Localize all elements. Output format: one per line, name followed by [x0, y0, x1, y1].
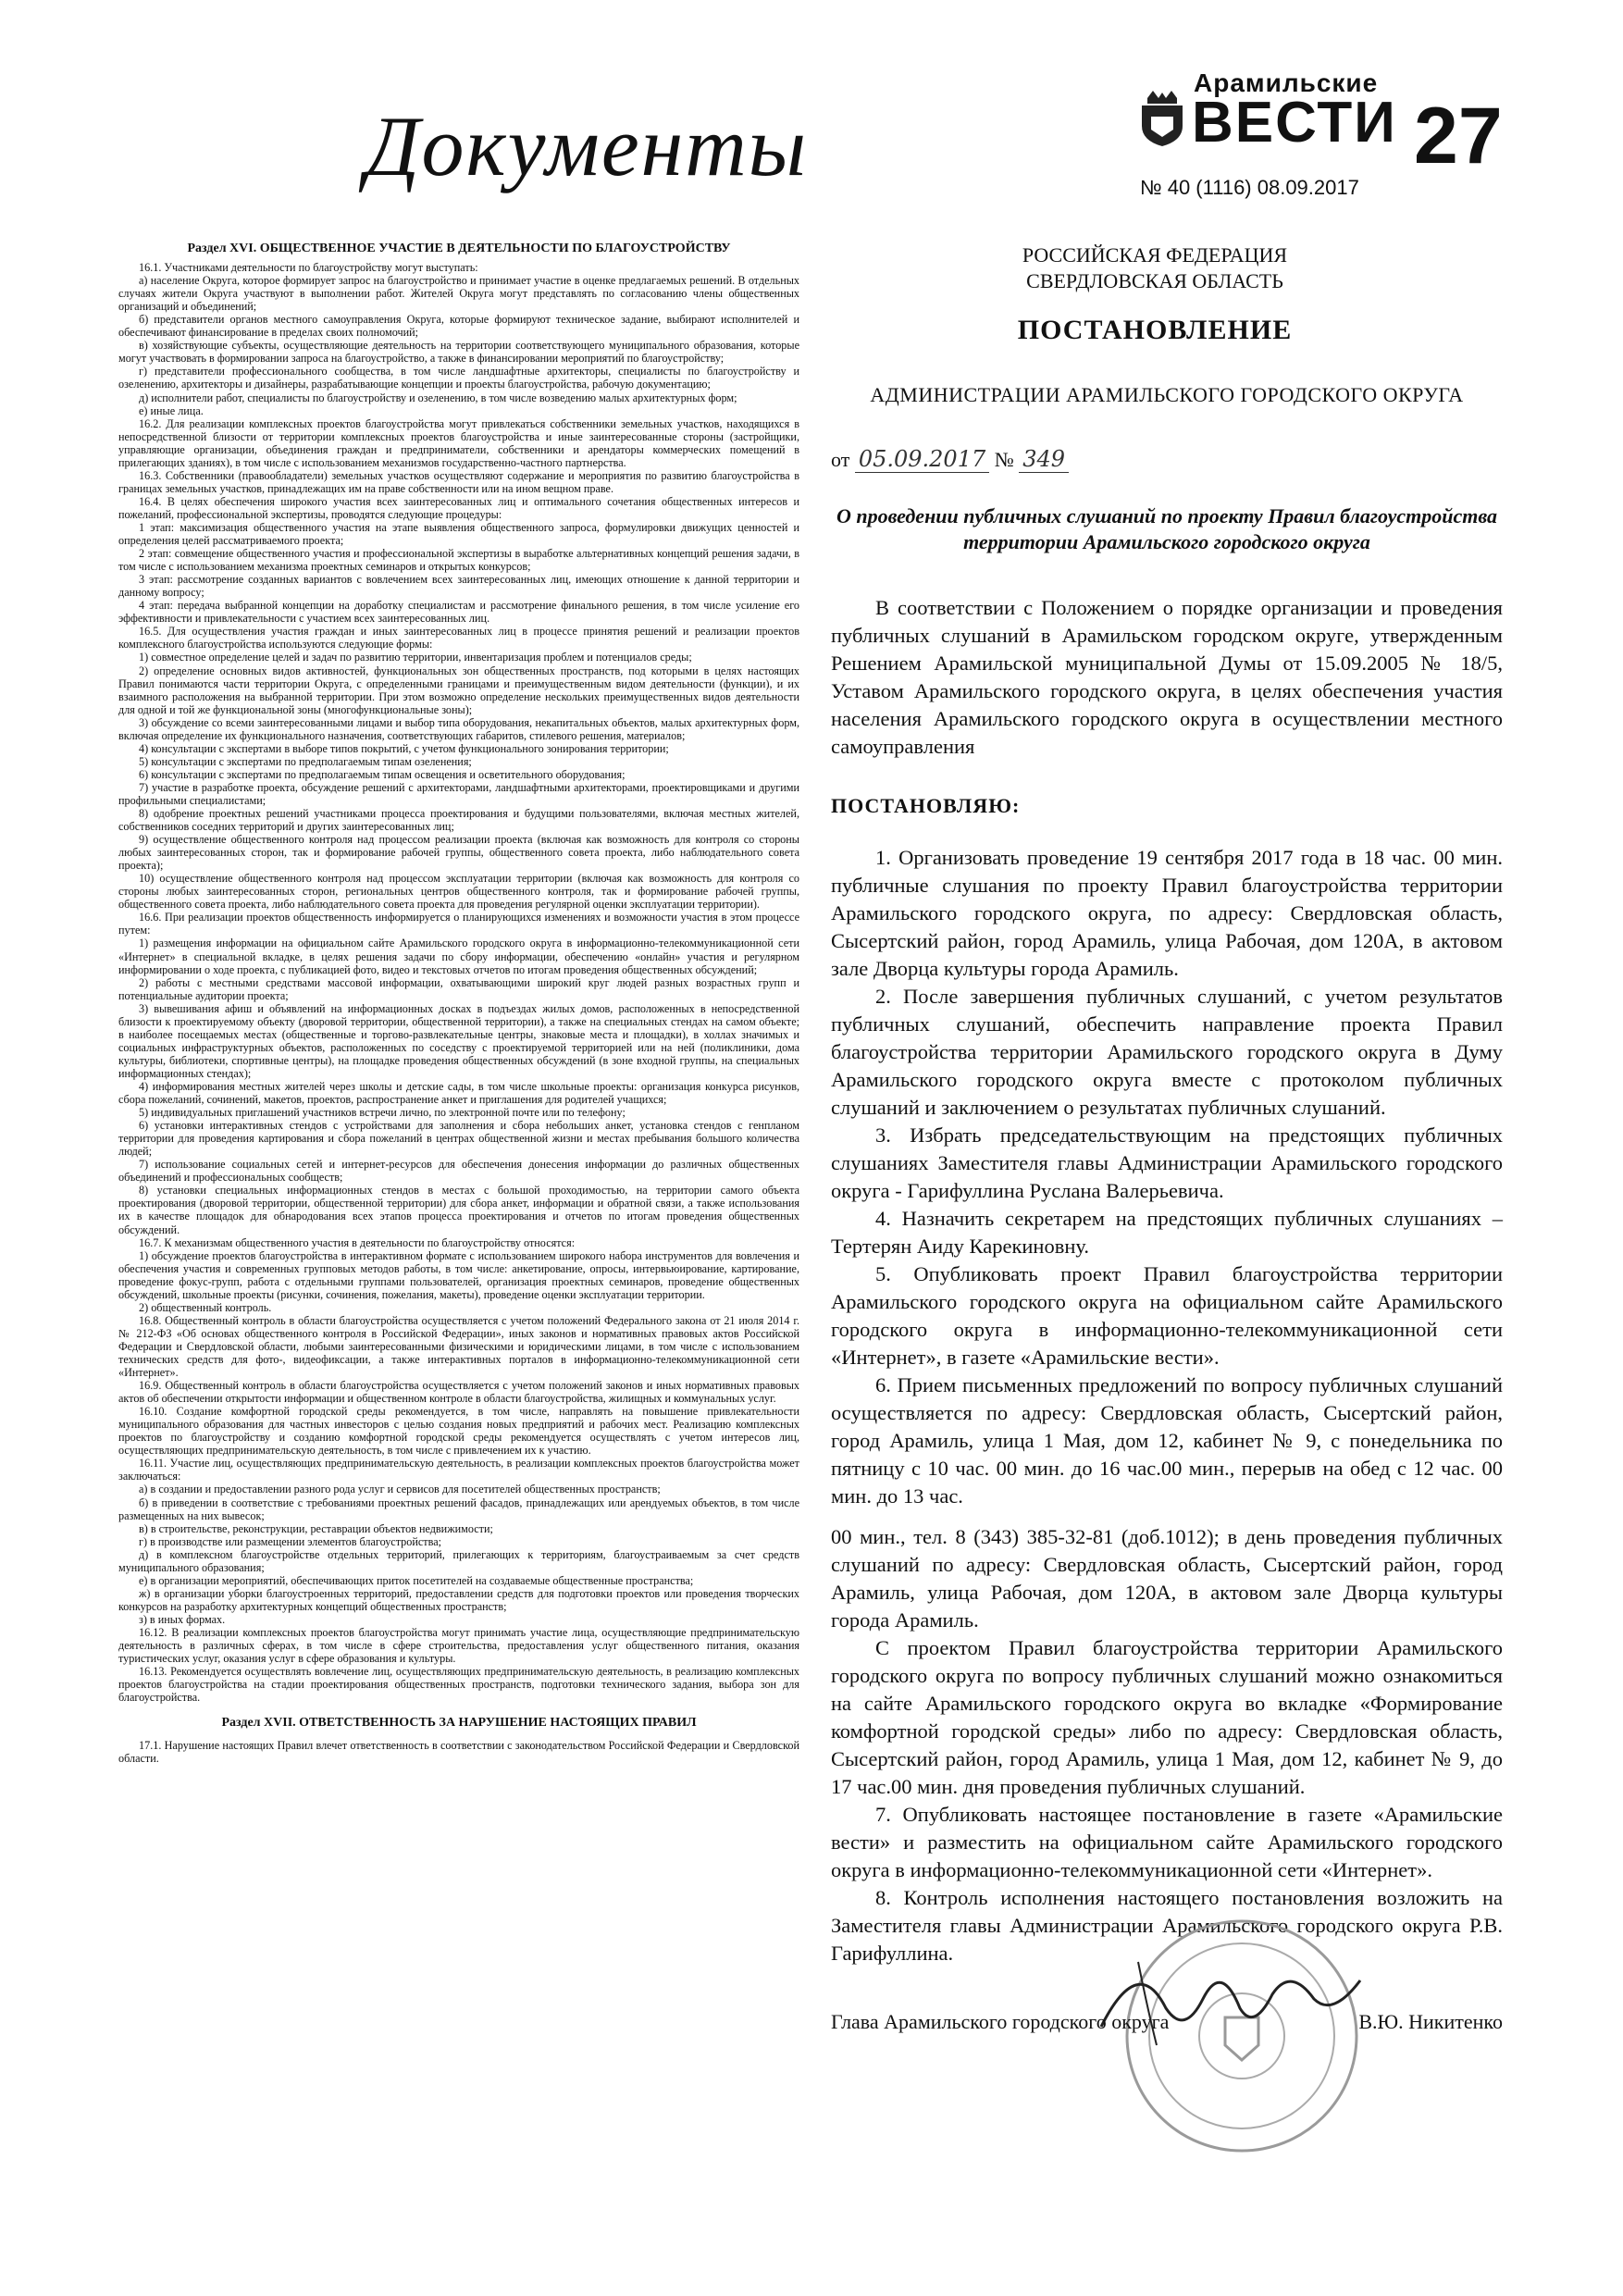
item-6-extra: С проектом Правил благоустройства территории Арамильского городского округа по вопросу публичных слушаний можно ознакомиться на сайте Арамильского городского округа во вкладке «Формирование комфортной городской среды» либо по адресу: Свердловская область, Сысертский район, город Арамиль, улица 1 Мая, дом 12, кабинет № 9, до 17 час.00 мин. дня проведения публичных слушаний.: [831, 1636, 1503, 1798]
item-6: 6. Прием письменных предложений по вопросу публичных слушаний осуществляется по адресу: Свердловская область, Сысертский район, город Арамиль, улица 1 Мая, дом 12, кабинет № 9, с понедельника по пятницу с 10 час. 00 мин. до 16 час.00 мин., перерыв на обед с 12 час. 00 мин. до 13 час.: [831, 1373, 1503, 1508]
country: РОССИЙСКАЯ ФЕДЕРАЦИЯ: [1022, 243, 1288, 267]
rules-paragraph: 7) использование социальных сетей и интернет-ресурсов для обеспечения донесения информации до различных общественных объединений и профессиональных сообществ;: [118, 1158, 799, 1185]
section-xvi-text: [118, 261, 799, 1704]
signer-name: В.Ю. Никитенко: [1358, 2010, 1503, 2033]
rules-paragraph: в) хозяйствующие субъекты, осуществляющие деятельность на территории соответствующего муниципального образования, которые могут участвовать в формировании запроса на благоустройство, а также в финансировании мероприятий по благоустройству;: [118, 339, 799, 366]
rules-paragraph: 16.12. В реализации комплексных проектов благоустройства могут принимать участие лица, осуществляющие предпринимательскую деятельность в различных сферах, в том числе в сфере строительства, предоставления услуг общественного питания, оказания туристических услуг, оказания услуг в сфере образования и культуры.: [118, 1625, 799, 1666]
rules-paragraph: 17.1. Нарушение настоящих Правил влечет ответственность в соответствии с законодательством Российской Федерации и Свердловской области.: [118, 1739, 799, 1766]
rules-paragraph: 7) участие в разработке проекта, обсуждение решений с архитекторами, ландшафтными архитекторами, проектировщиками и другими профильными специалистами;: [118, 780, 799, 807]
authority: АДМИНИСТРАЦИИ АРАМИЛЬСКОГО ГОРОДСКОГО ОКРУГА: [870, 383, 1464, 406]
item-7: 7. Опубликовать настоящее постановление в газете «Арамильские вести» и разместить на официальном сайте Арамильского городского округа в информационно-телекоммуникационной сети «Интернет».: [831, 1803, 1503, 1881]
rules-paragraph: 1) обсуждение проектов благоустройства в интерактивном формате с использованием широкого набора инструментов для вовлечения и обеспечения участия и современных групповых методов работы, в том числе: анкетирование, опросы, интервьюирование, картирование, проведение фокус-групп, работа с отдельными группами пользователей, организация проектных семинаров, проведение общественных обсуждений, школьные проекты (рисунки, сочинения, пожелания, макеты), проведение оценки эксплуатации территории.: [118, 1248, 799, 1301]
newspaper-logo: [1138, 61, 1397, 163]
item-1: 1. Организовать проведение 19 сентября 2017 года в 18 час. 00 мин. публичные слушания по проекту Правил благоустройства территории Арамильского городского округа, по адресу: Свердловская область, Сысертский район, город Арамиль, улица Рабочая, дом 120А, в актовом зале Дворца культуры города Арамиль.: [831, 846, 1503, 980]
item-3: 3. Избрать председательствующим на предстоящих публичных слушаниях Заместителя главы Администрации Арамильского городского округа - Гарифуллина Руслана Валерьевича.: [831, 1123, 1503, 1202]
rules-paragraph: ж) в организации уборки благоустроенных территорий, предоставлении средств для подготовки проектов или проведения творческих конкурсов на разработку архитектурных концепций общественных пространств;: [118, 1586, 799, 1613]
item-6-continued: 00 мин., тел. 8 (343) 385-32-81 (доб.1012); в день проведения публичных слушаний по адресу: Свердловская область, Сысертский район, город Арамиль, улица Рабочая, дом 120А, в актовом зале Дворца культуры города Арамиль.: [831, 1525, 1503, 1632]
rules-paragraph: 4) информирования местных жителей через школы и детские сады, в том числе школьные проекты: организация конкурса рисунков, сбора пожеланий, сочинений, макетов, проектов, распространение анкет и приглашения для родителей учащихся;: [118, 1080, 799, 1107]
rules-paragraph: 16.11. Участие лиц, осуществляющих предпринимательскую деятельность, в реализации комплексных проектов благоустройства может заключаться:: [118, 1457, 799, 1483]
rules-paragraph: а) в создании и предоставлении разного рода услуг и сервисов для посетителей общественных пространств;: [139, 1483, 661, 1496]
rules-paragraph: 4) консультации с экспертами в выборе типов покрытий, с учетом функционального зонирования территории;: [139, 741, 669, 755]
rules-paragraph: 2) определение основных видов активностей, функциональных зон общественных пространств, под которыми в целях настоящих Правил понимаются части территории Округа, с определенными границами и преимущественным видом деятельности (функции), и их взаимного расположения на выбранной территории. При этом возможно определение нескольких преимущественных видов деятельности для одной и той же функциональной зоны (многофункциональные зоны);: [118, 664, 799, 716]
rules-paragraph: г) в производстве или размещении элементов благоустройства;: [139, 1534, 442, 1548]
handwritten-number: 349: [1019, 446, 1069, 473]
signature: [1083, 1943, 1388, 2054]
decree: [831, 242, 1503, 1967]
section-xvii-text: [118, 1739, 799, 1765]
logo-main-text: ВЕСТИ: [1192, 91, 1397, 155]
rules-paragraph: 5) индивидуальных приглашений участников встречи лично, по электронной почте или по телефону;: [139, 1106, 626, 1120]
rules-paragraph: 16.6. При реализации проектов общественность информируется о планирующихся изменениях и возможности участия в этом процессе путем:: [118, 911, 799, 937]
rules-paragraph: 3 этап: рассмотрение созданных вариантов с вовлечением всех заинтересованных лиц, имеющих отношение к данной территории и данному вопросу;: [118, 573, 799, 600]
rules-paragraph: 6) консультации с экспертами по предполагаемым типам освещения и осветительного оборудования;: [139, 767, 626, 781]
rules-paragraph: 5) консультации с экспертами по предполагаемым типам озеленения;: [139, 754, 472, 768]
left-column: [118, 242, 799, 1765]
rules-paragraph: 1) совместное определение целей и задач по развитию территории, инвентаризация проблем и потенциалов среды;: [139, 651, 692, 664]
page-number: 27: [1414, 92, 1503, 180]
rules-paragraph: 3) вывешивания афиш и объявлений на информационных досках в подъездах жилых домов, расположенных в непосредственной близости к проектируемому объекту (дворовой территории, общественной территории), а также на специальных стендах на самом объекте; в наиболее посещаемых местах (общественные и торгово-развлекательные центры, знаковые места и площадки), в холлах значимых и социальных инфраструктурных объектов, расположенных по соседству с проектируемой территорией или на ней (поликлиники, дома культуры, библиотеки, спортивные центры), на площадке проведения общественных обсуждений (в зоне входной группы, на специальных информационных стендах);: [118, 1001, 799, 1080]
date-prefix: от: [831, 448, 850, 471]
rules-paragraph: 16.2. Для реализации комплексных проектов благоустройства могут привлекаться собственники земельных участков, находящихся в непосредственной близости от территории комплексных проектов благоустройства и иные заинтересованные стороны (застройщики, управляющие организации, объединения граждан и предприниматели, собственники и арендаторы коммерческих помещений в прилегающих зданиях), в том числе с использованием механизмов государственно-частного партнерства.: [118, 416, 799, 469]
rules-paragraph: 16.7. К механизмам общественного участия в деятельности по благоустройству относятся:: [139, 1235, 576, 1249]
rules-paragraph: д) в комплексном благоустройстве отдельных территорий, прилегающих к территориям, благоустраиваемым за счет средств муниципального образования;: [118, 1547, 799, 1574]
rules-paragraph: 16.10. Создание комфортной городской среды рекомендуется, в том числе, направлять на повышение привлекательности муниципального образования для частных инвесторов с целью создания новых предприятий и рабочих мест. Реализацию комплексных проектов по благоустройству и созданию комфортной городской среды рекомендуется осуществлять с учетом интересов лиц, осуществляющих предпринимательскую деятельность, в том числе с привлечением их к участию.: [118, 1405, 799, 1458]
issue-number: № 40 (1116) 08.09.2017: [1140, 176, 1359, 199]
item-5: 5. Опубликовать проект Правил благоустройства территории Арамильского городского округа на официальном сайте Арамильского городского округа в информационно-телекоммуникационной сети «Интернет», в газете «Арамильские вести».: [831, 1262, 1503, 1369]
rules-paragraph: е) в организации мероприятий, обеспечивающих приток посетителей на создаваемые общественные пространства;: [139, 1573, 694, 1587]
logo-top-text: Арамильские: [1194, 68, 1379, 97]
rules-paragraph: г) представители профессионального сообщества, в том числе ландшафтные архитекторы, специалисты по благоустройству и озеленению, архитекторы и дизайнеры, разрабатывающие концепции и проекты благоустройства, рабочую документацию;: [118, 365, 799, 391]
rules-paragraph: 3) обсуждение со всеми заинтересованными лицами и выбор типа оборудования, некапитальных объектов, малых архитектурных форм, включая определение их функционального назначения, соответствующих габаритов, стилевого решения, материалов;: [118, 715, 799, 742]
item-4: 4. Назначить секретарем на предстоящих публичных слушаниях – Тертерян Аиду Карекиновну.: [831, 1207, 1503, 1258]
rules-paragraph: 2) работы с местными средствами массовой информации, охватывающими широкий круг людей разных возрастных групп и потенциальные аудитории проекта;: [118, 975, 799, 1002]
rules-paragraph: е) иные лица.: [139, 403, 204, 417]
rules-paragraph: б) представители органов местного самоуправления Округа, которые формируют техническое задание, выбирают исполнителей и обеспечивают финансирование в пределах своих полномочий;: [118, 313, 799, 340]
resolve-heading: ПОСТАНОВЛЯЮ:: [831, 794, 1021, 817]
rules-paragraph: 16.1. Участниками деятельности по благоустройству могут выступать:: [139, 261, 478, 275]
rules-paragraph: а) население Округа, которое формирует запрос на благоустройство и принимает участие в оценке предлагаемых решений. В отдельных случаях жители Округа участвуют в выполнении работ. Жителей Округа могут представлять по согласованию члены общественных организаций и объединений;: [118, 274, 799, 314]
number-prefix: №: [994, 448, 1014, 471]
rules-paragraph: 16.3. Собственники (правообладатели) земельных участков осуществляют содержание и мероприятия по развитию благоустройства в границах земельных участков, принадлежащих им на праве собственности или на ином вещном праве.: [118, 468, 799, 495]
heading-section-xvii: Раздел XVII. ОТВЕТСТВЕННОСТЬ ЗА НАРУШЕНИЕ НАСТОЯЩИХ ПРАВИЛ: [221, 1716, 697, 1731]
rules-paragraph: 16.4. В целях обеспечения широкого участия всех заинтересованных лиц и оптимального сочетания общественных интересов и пожеланий, профессиональной экспертизы, проводятся следующие процедуры:: [118, 494, 799, 521]
city-crest-icon: [1138, 89, 1186, 148]
rules-paragraph: 2) общественный контроль.: [139, 1300, 272, 1314]
decree-title: О проведении публичных слушаний по проекту Правил благоустройства территории Арамильского городского округа: [836, 504, 1497, 553]
rules-paragraph: з) в иных формах.: [139, 1612, 226, 1626]
rules-paragraph: 2 этап: совмещение общественного участия и профессиональной экспертизы в выработке альтернативных концепций решения задачи, в том числе с использованием механизма проектных семинаров и открытых конкурсов;: [118, 547, 799, 574]
section-title: Документы: [365, 99, 809, 193]
rules-paragraph: 8) одобрение проектных решений участниками процесса проектирования и будущими пользователями, включая местных жителей, собственников соседних территорий и других заинтересованных лиц;: [118, 807, 799, 834]
rules-paragraph: 16.9. Общественный контроль в области благоустройства осуществляется с учетом положений законов и иных нормативных правовых актов об обеспечении открытости информации и общественном контроле в области благоустройства, жилищных и коммунальных услуг.: [118, 1379, 799, 1406]
rules-paragraph: 4 этап: передача выбранной концепции на доработку специалистам и рассмотрение финального решения, в том числе усиление его эффективности и привлекательности с участием всех заинтересованных лиц.: [118, 599, 799, 626]
region: СВЕРДЛОВСКАЯ ОБЛАСТЬ: [1026, 269, 1283, 292]
rules-paragraph: 16.5. Для осуществления участия граждан и иных заинтересованных лиц в процессе принятия решений и реализации проектов комплексного благоустройства используются следующие формы:: [118, 625, 799, 652]
rules-paragraph: 9) осуществление общественного контроля над процессом реализации проекта (включая как возможность для контроля со стороны любых заинтересованных сторон, так и формирование рабочей группы, общественного совета проекта, либо наблюдательного совета проекта);: [118, 833, 799, 873]
rules-paragraph: д) исполнители работ, специалисты по благоустройству и озеленению, в том числе возведению малых архитектурных форм;: [139, 391, 737, 404]
signer-role: Глава Арамильского городского округа: [831, 2010, 1170, 2033]
date-number-line: [831, 446, 1503, 472]
item-8: 8. Контроль исполнения настоящего постановления возложить на Заместителя главы Администрации Арамильского городского округа Р.В. Гарифуллина.: [831, 1886, 1503, 1965]
handwritten-date: 05.09.2017: [855, 446, 989, 473]
preamble: В соответствии с Положением о порядке организации и проведения публичных слушаний в Арамильском городском округе, утвержденным Решением Арамильской муниципальной Думы от 15.09.2005 № 18/5, Уставом Арамильского городского округа, в целях обеспечения участия населения Арамильского городского округа в осуществлении местного самоуправления: [831, 596, 1503, 758]
doc-type: ПОСТАНОВЛЕНИЕ: [1017, 315, 1293, 345]
rules-paragraph: б) в приведении в соответствие с требованиями проектных решений фасадов, принадлежащих или арендуемых объектов, в том числе размещенных на них вывесок;: [118, 1496, 799, 1522]
rules-paragraph: 10) осуществление общественного контроля над процессом эксплуатации территории (включая как возможность для контроля со стороны любых заинтересованных сторон, региональных центров общественного контроля, так и формирование рабочей группы, общественного совета проекта, либо наблюдательного совета проекта для проведения регулярной оценки эксплуатации территории).: [118, 872, 799, 912]
rules-paragraph: 1 этап: максимизация общественного участия на этапе выявления общественного запроса, формулировки движущих ценностей и определения целей рассматриваемого проекта;: [118, 520, 799, 548]
rules-paragraph: 6) установки интерактивных стендов с устройствами для заполнения и сбора небольших анкет, установка стендов с генпланом территории для проведения картирования и сбора пожеланий в центрах общественной жизни и местах пребывания большого количества людей;: [118, 1119, 799, 1159]
rules-paragraph: 16.8. Общественный контроль в области благоустройства осуществляется с учетом положений Федерального закона от 21 июля 2014 г. № 212-ФЗ «Об основах общественного контроля в Российской Федерации», иных законов и нормативных правовых актов Российской Федерации и Свердловской области, любыми заинтересованными физическими и юридическими лицами, в том числе с использованием технических средств для фото-, видеофиксации, а также интерактивных порталов в информационно-телекоммуникационной сети «Интернет».: [118, 1313, 799, 1380]
item-2: 2. После завершения публичных слушаний, с учетом результатов публичных слушаний, обеспечить направление проекта Правил благоустройства территории Арамильского городского округа в Думу Арамильского городского округа вместе с протоколом публичных слушаний и заключением о результатах публичных слушаний.: [831, 985, 1503, 1119]
rules-paragraph: 16.13. Рекомендуется осуществлять вовлечение лиц, осуществляющих предпринимательскую деятельность, в реализацию комплексных проектов благоустройства на стадии проектирования общественных пространств, подготовки технического задания, выбора зон для благоустройства.: [118, 1665, 799, 1705]
rules-paragraph: 1) размещения информации на официальном сайте Арамильского городского округа в информационно-телекоммуникационной сети «Интернет» в специальной вкладке, в целях решения задачи по сбору информации, обеспечению «онлайн» участия и регулярном информировании о ходе проекта, с публикацией фото, видео и текстовых отчетов по итогам проведения общественных обсуждений;: [118, 937, 799, 976]
heading-section-xvi: Раздел XVI. ОБЩЕСТВЕННОЕ УЧАСТИЕ В ДЕЯТЕЛЬНОСТИ ПО БЛАГОУСТРОЙСТВУ: [187, 242, 731, 255]
rules-paragraph: 8) установки специальных информационных стендов в местах с большой проходимостью, на территории самого объекта проектирования (дворовой территории, общественной территории) для сбора анкет, информации и обратной связи, а также использования их в качестве площадок для обнародования всех этапов процесса проектирования и отчетов по итогам проведения общественных обсуждений.: [118, 1184, 799, 1236]
rules-paragraph: в) в строительстве, реконструкции, реставрации объектов недвижимости;: [139, 1521, 493, 1535]
